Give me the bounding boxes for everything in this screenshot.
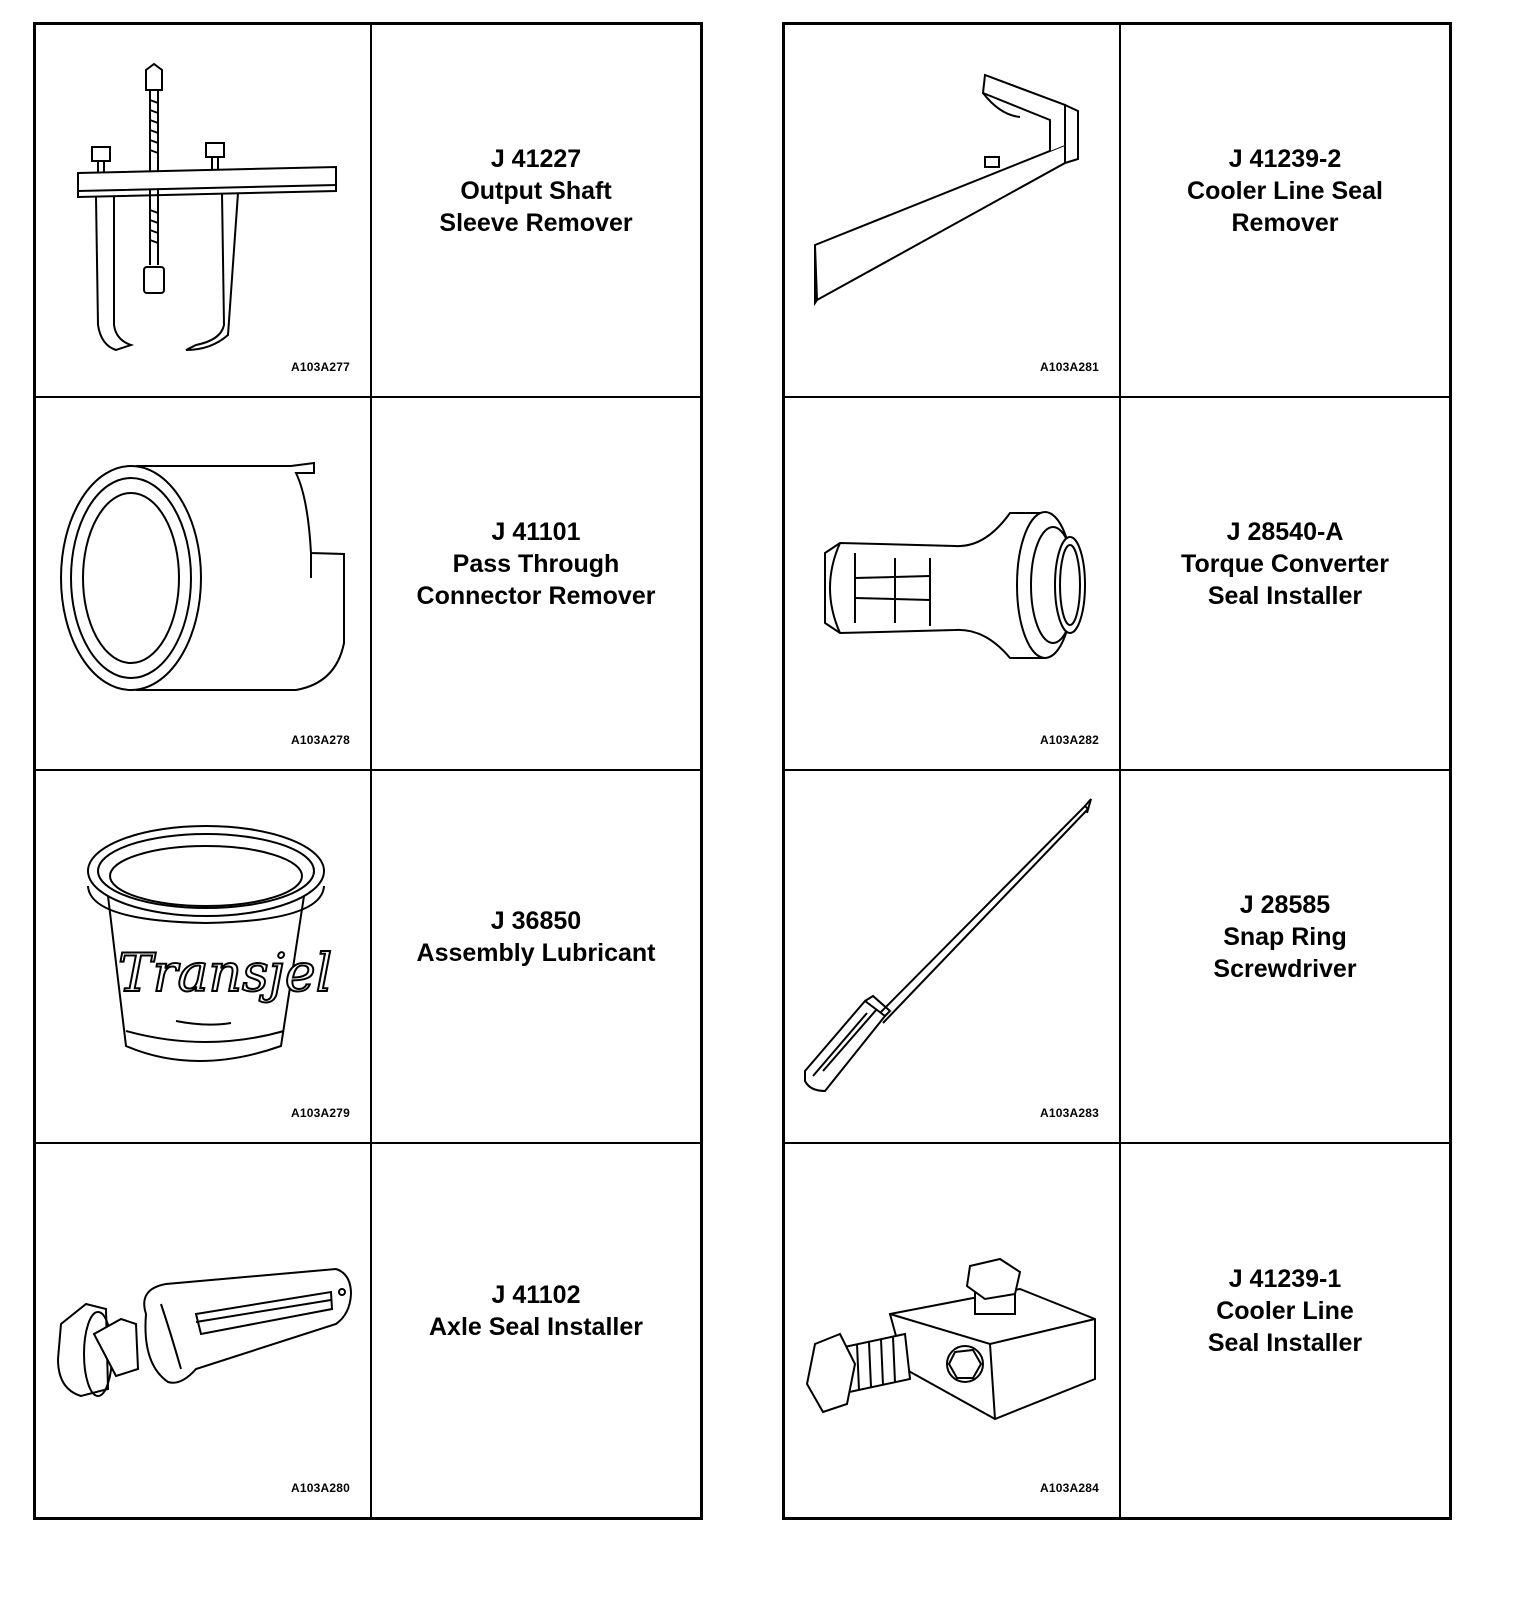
tool-description-cell — [372, 771, 700, 1144]
tool-image-cell — [785, 398, 1121, 771]
tool-number: J 28540-A — [1226, 517, 1344, 546]
tool-description-cell — [1121, 398, 1449, 771]
figure-code: A103A277 — [291, 360, 350, 374]
tool-table-left — [33, 22, 703, 1520]
tool-name-line: Seal Installer — [1207, 1328, 1363, 1357]
clamp-bolt-icon — [795, 1164, 1105, 1474]
tool-number: J 41239-1 — [1228, 1264, 1342, 1293]
tool-description-cell — [372, 398, 700, 771]
figure-code: A103A281 — [1040, 360, 1099, 374]
tool-name-line: Sleeve Remover — [439, 208, 633, 237]
tool-description-cell — [1121, 25, 1449, 398]
tool-image-cell — [785, 771, 1121, 1144]
tool-table-right — [782, 22, 1452, 1520]
lubricant-tub-icon — [46, 791, 356, 1101]
bent-bar-icon — [795, 45, 1105, 355]
figure-code: A103A283 — [1040, 1106, 1099, 1120]
tool-image-cell — [36, 1144, 372, 1517]
tool-name-line: Cooler Line Seal — [1187, 176, 1383, 205]
tool-image-cell — [785, 1144, 1121, 1517]
tool-image-cell — [36, 771, 372, 1144]
tool-number: J 41102 — [491, 1280, 581, 1309]
figure-code: A103A279 — [291, 1106, 350, 1120]
tool-name-line: Pass Through — [452, 549, 620, 578]
tool-image-cell — [785, 25, 1121, 398]
tool-image-cell — [36, 25, 372, 398]
tub-label: Transjel — [118, 944, 333, 1004]
tool-number: J 41101 — [491, 517, 581, 546]
figure-code: A103A278 — [291, 733, 350, 747]
tool-number: J 41227 — [490, 144, 582, 173]
tool-description-cell — [1121, 1144, 1449, 1517]
tool-name-line: Output Shaft — [460, 176, 612, 205]
cylinder-sleeve-icon — [46, 418, 356, 728]
tool-name-line: Screwdriver — [1213, 954, 1357, 983]
tool-description-cell — [1121, 771, 1449, 1144]
tool-name-line: Connector Remover — [416, 581, 656, 610]
tool-number: J 41239-2 — [1228, 144, 1342, 173]
screwdriver-icon — [795, 791, 1105, 1101]
tool-number: J 36850 — [490, 906, 582, 935]
tool-number: J 28585 — [1239, 890, 1331, 919]
seal-installer-icon — [46, 1164, 356, 1474]
puller-icon — [46, 45, 356, 355]
tool-description-cell — [372, 25, 700, 398]
tool-name-line: Cooler Line — [1216, 1296, 1354, 1325]
tool-name-line: Remover — [1231, 208, 1339, 237]
tool-name-line: Axle Seal Installer — [428, 1312, 643, 1341]
figure-code: A103A280 — [291, 1481, 350, 1495]
converter-seal-installer-icon — [795, 418, 1105, 728]
figure-code: A103A282 — [1040, 733, 1099, 747]
tool-name-line: Assembly Lubricant — [416, 938, 656, 967]
tool-image-cell — [36, 398, 372, 771]
figure-code: A103A284 — [1040, 1481, 1099, 1495]
tool-description-cell — [372, 1144, 700, 1517]
tool-name-line: Snap Ring — [1223, 922, 1347, 951]
tool-name-line: Seal Installer — [1207, 581, 1363, 610]
tool-name-line: Torque Converter — [1181, 549, 1389, 578]
